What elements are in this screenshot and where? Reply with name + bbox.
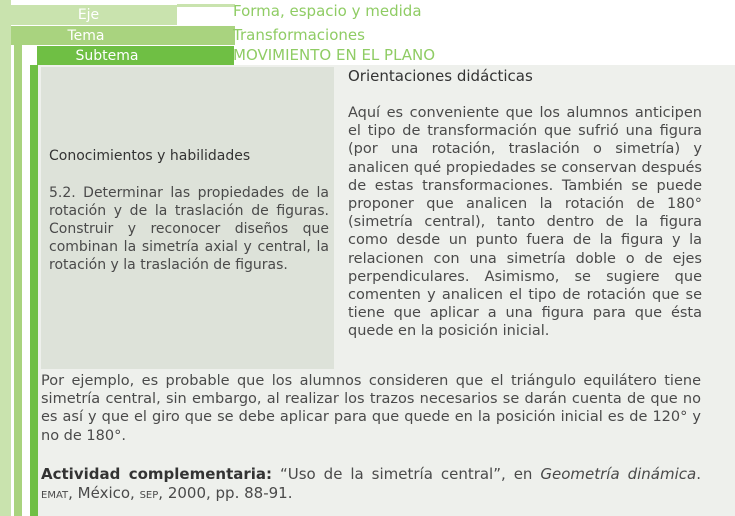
orientaciones-body: Aquí es conveniente que los alumnos anticipen el tipo de transformación que sufrió una figura (por una rotación, traslación o simetría) y analicen qué propiedades se conservan después de estas transformaciones. También se puede proponer que analicen la rotación de 180° (simetría central), tanto dentro de la figura como desde un punto fuera de la figura y la relacionen con una simetría doble o de ejes perpendiculares. Asimismo, se sugiere que comenten y analicen el tipo de rotación que se tiene que aplicar a una figura para que ésta quede en la posición inicial.: [348, 105, 702, 340]
orientaciones-continuation: Por ejemplo, es probable que los alumnos consideren que el triángulo equilátero tiene simetría central, sin embargo, al realizar los trazos necesarios se darán cuenta de que no es así y que el giro que se debe aplicar para que quede en la posición inicial es de 120° y no de 180°.: [41, 373, 701, 444]
actividad-text-pre: “Uso de la simetría central”, en: [272, 465, 541, 483]
actividad-label: Actividad complementaria:: [41, 465, 273, 483]
tema-label: Tema: [67, 28, 105, 44]
actividad-book: Geometría dinámica: [540, 465, 697, 483]
eje-rule: [177, 4, 235, 7]
orientaciones-title: Orientaciones didácticas: [348, 67, 533, 85]
actividad-text-mid2: , México,: [68, 483, 140, 502]
conocimientos-body: 5.2. Determinar las propiedades de la rotación y de la traslación de figuras. Construir y reconocer diseños que combinan la simetría axial y central, la rotación y la traslación de figuras.: [49, 185, 329, 273]
decor-stripe-dark: [30, 65, 38, 516]
tema-value: Transformaciones: [233, 26, 365, 44]
decor-stripe-gap-2: [22, 45, 30, 516]
eje-value: Forma, espacio y medida: [233, 2, 422, 20]
conocimientos-title: Conocimientos y habilidades: [49, 148, 251, 164]
decor-stripe-light: [0, 0, 11, 516]
decor-stripe-mid: [14, 45, 22, 516]
actividad-complementaria: [41, 465, 701, 503]
subtema-label: Subtema: [75, 48, 139, 64]
eje-label: Eje: [77, 7, 100, 23]
actividad-text-mid: .: [696, 465, 701, 483]
actividad-text-post: , 2000, pp. 88-91.: [158, 483, 293, 502]
actividad-publisher: emat: [41, 485, 69, 502]
actividad-org: sep: [139, 485, 159, 502]
subtema-value: MOVIMIENTO EN EL PLANO: [233, 46, 436, 64]
